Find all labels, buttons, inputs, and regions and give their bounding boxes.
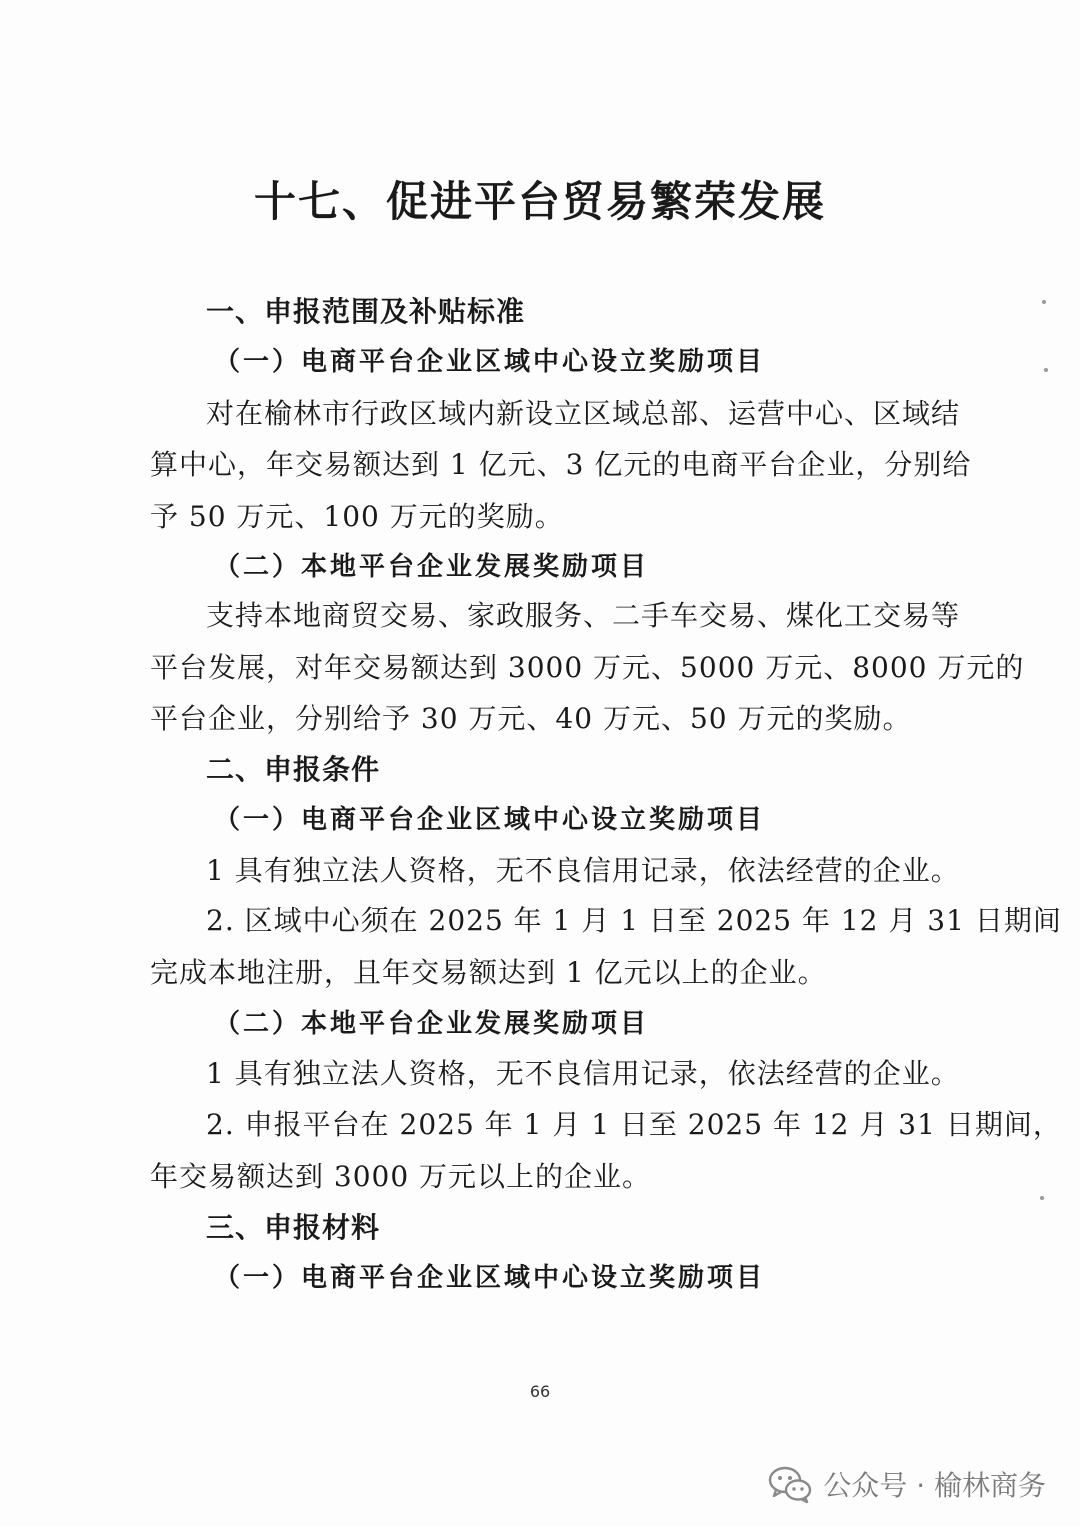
page-title: 十七、促进平台贸易繁荣发展 [253,177,826,226]
wechat-icon [767,1464,813,1504]
scan-speck [1040,1196,1044,1200]
watermark-text: 公众号 · 榆林商务 [823,1469,1046,1502]
paragraph-line: 平台企业，分别给予 30 万元、40 万元、50 万元的奖励。 [150,702,912,735]
paragraph-line: 对在榆林市行政区域内新设立区域总部、运营中心、区域结 [206,397,961,430]
paragraph-line: 平台发展，对年交易额达到 3000 万元、5000 万元、8000 万元的 [150,651,1025,684]
section-heading-3: 三、申报材料 [206,1211,381,1244]
paragraph-line: 2. 申报平台在 2025 年 1 月 1 日至 2025 年 12 月 31 日期间， [206,1108,1062,1141]
section-heading-1: 一、申报范围及补贴标准 [206,295,526,328]
paragraph-line: 年交易额达到 3000 万元以上的企业。 [150,1160,652,1193]
subsection-heading: （一）电商平台企业区域中心设立奖励项目 [214,347,766,377]
page-number: 66 [529,1382,551,1401]
subsection-heading: （一）电商平台企业区域中心设立奖励项目 [214,1263,766,1293]
scan-speck [1042,300,1046,304]
paragraph-line: 算中心，年交易额达到 1 亿元、3 亿元的电商平台企业，分别给 [150,448,972,481]
paragraph-line: 1 具有独立法人资格，无不良信用记录，依法经营的企业。 [206,854,960,887]
paragraph-line: 完成本地注册，且年交易额达到 1 亿元以上的企业。 [150,956,827,989]
section-heading-2: 二、申报条件 [206,753,381,786]
paragraph-line: 2. 区域中心须在 2025 年 1 月 1 日至 2025 年 12 月 31 日期间 [206,904,1062,937]
subsection-heading: （一）电商平台企业区域中心设立奖励项目 [214,805,766,835]
scan-speck [1044,368,1048,372]
paragraph-line: 1 具有独立法人资格，无不良信用记录，依法经营的企业。 [206,1057,960,1090]
watermark [767,1462,1046,1506]
paragraph-line: 予 50 万元、100 万元的奖励。 [150,500,564,533]
paragraph-line: 支持本地商贸交易、家政服务、二手车交易、煤化工交易等 [206,599,961,632]
subsection-heading: （二）本地平台企业发展奖励项目 [214,552,650,582]
subsection-heading: （二）本地平台企业发展奖励项目 [214,1009,650,1039]
